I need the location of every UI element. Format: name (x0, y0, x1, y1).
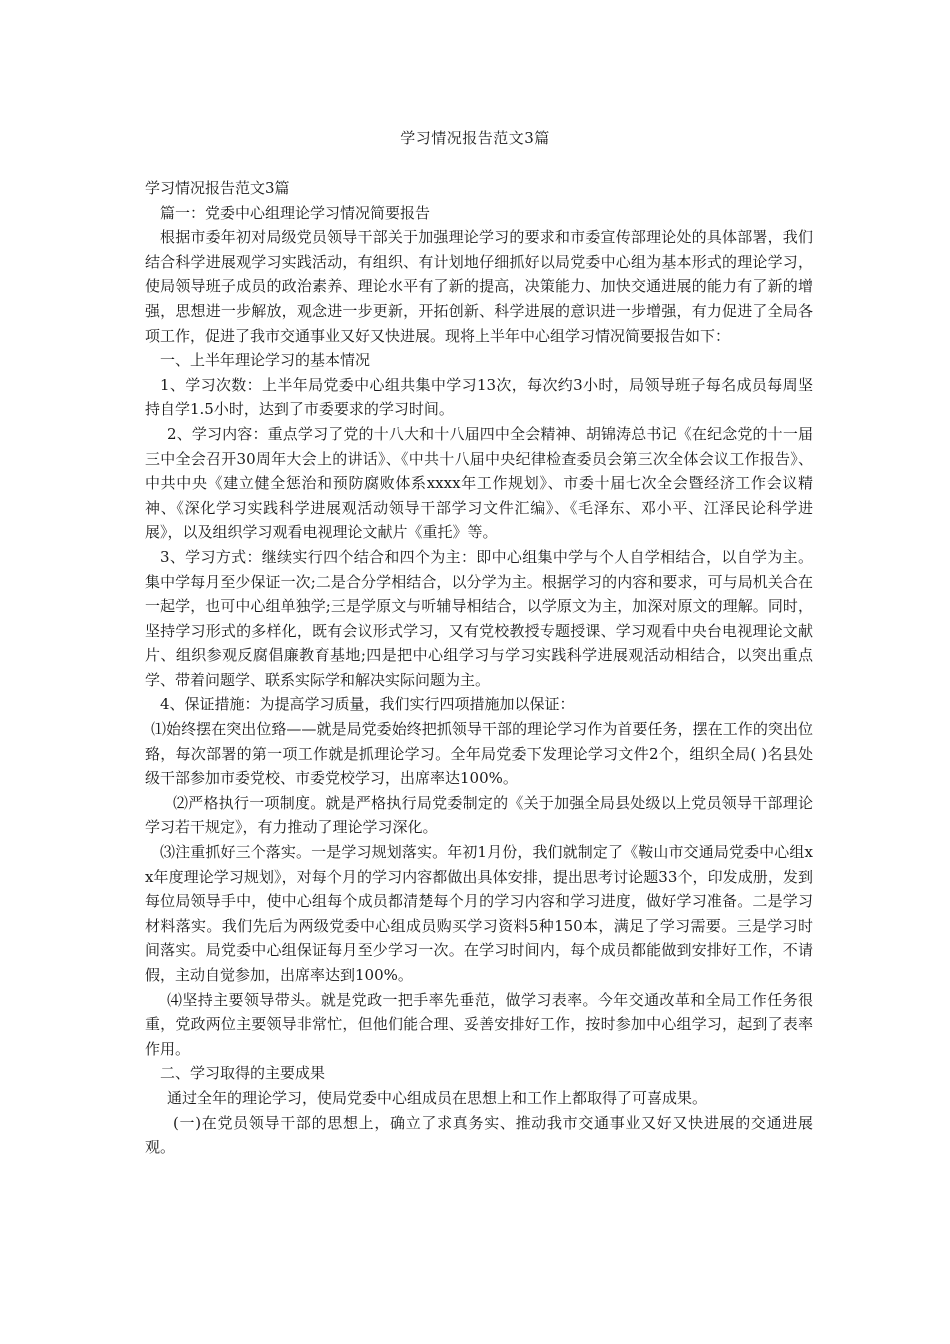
paragraph-result-1: (一)在党员领导干部的思想上，确立了求真务实、推动我市交通事业又好又快进展的交通进展观。 (145, 1113, 813, 1157)
paragraph-results-intro: 通过全年的理论学习，使局党委中心组成员在思想上和工作上都取得了可喜成果。 (167, 1088, 708, 1107)
document-body (145, 176, 813, 1160)
document-title: 学习情况报告范文3篇 (400, 129, 550, 147)
paragraph-part-one-title: 篇一：党委中心组理论学习情况简要报告 (160, 203, 431, 222)
paragraph-measure-2: ⑵严格执行一项制度。就是严格执行局党委制定的《关于加强全局县处级以上党员领导干部理论学习若干规定》，有力推动了理论学习深化。 (145, 793, 813, 837)
paragraph-measure-1: ⑴始终摆在突出位臵——就是局党委始终把抓领导干部的理论学习作为首要任务，摆在工作的突出位臵，每次部署的第一项工作就是抓理论学习。全年局党委下发理论学习文件2个，组织全局( )名县处级干部参加市委党校、市委党校学习，出席率达100%。 (145, 720, 813, 788)
paragraph-section-one: 一、上半年理论学习的基本情况 (160, 351, 371, 370)
paragraph-measure-3: ⑶注重抓好三个落实。一是学习规划落实。年初1月份，我们就制定了《鞍山市交通局党委中心组xx年度理论学习规划》，对每个月的学习内容都做出具体安排，提出思考讨论题33个，印发成册，发到每位局领导手中，使中心组每个成员都清楚每个月的学习内容和学习进度，做好学习准备。二是学习材料落实。我们先后为两级党委中心组成员购买学习资料5种150本，满足了学习需要。三是学习时间落实。局党委中心组保证每月至少学习一次。在学习时间内，每个成员都能做到安排好工作，不请假，主动自觉参加，出席率达到100%。 (145, 843, 813, 984)
paragraph-item-1: 1、学习次数：上半年局党委中心组共集中学习13次，每次约3小时，局领导班子每名成员每周坚持自学1.5小时，达到了市委要求的学习时间。 (145, 375, 813, 419)
paragraph-section-two: 二、学习取得的主要成果 (160, 1064, 326, 1083)
paragraph-heading: 学习情况报告范文3篇 (145, 179, 290, 197)
paragraph-item-3: 3、学习方式：继续实行四个结合和四个为主：即中心组集中学与个人自学相结合，以自学为主。集中学每月至少保证一次;二是合分学相结合，以分学为主。根据学习的内容和要求，可与局机关合在一起学，也可中心组单独学;三是学原文与听辅导相结合，以学原文为主，加深对原文的理解。同时，坚持学习形式的多样化，既有会议形式学习，又有党校教授专题授课、学习观看中央台电视理论文献片、组织参观反腐倡廉教育基地;四是把中心组学习与学习实践科学进展观活动相结合，以突出重点学、带着问题学、联系实际学和解决实际问题为主。 (145, 547, 813, 689)
paragraph-intro: 根据市委年初对局级党员领导干部关于加强理论学习的要求和市委宣传部理论处的具体部署，我们结合科学进展观学习实践活动，有组织、有计划地仔细抓好以局党委中心组为基本形式的理论学习，使局领导班子成员的政治素养、理论水平有了新的提高，决策能力、加快交通进展的能力有了新的增强，思想进一步解放，观念进一步更新，开拓创新、科学进展的意识进一步增强，有力促进了全局各项工作，促进了我市交通事业又好又快进展。现将上半年中心组学习情况简要报告如下： (145, 228, 813, 345)
paragraph-item-2: 2、学习内容：重点学习了党的十八大和十八届四中全会精神、胡锦涛总书记《在纪念党的十一届三中全会召开30周年大会上的讲话》、《中共十八届中央纪律检查委员会第三次全体会议工作报告》、中共中央《建立健全惩治和预防腐败体系xxxx年工作规划》、市委十届七次全会暨经济工作会议精神、《深化学习实践科学进展观活动领导干部学习文件汇编》、《毛泽东、邓小平、江泽民论科学进展》，以及组织学习观看电视理论文献片《重托》等。 (145, 424, 813, 542)
paragraph-item-4: 4、保证措施：为提高学习质量，我们实行四项措施加以保证： (160, 695, 575, 714)
paragraph-measure-4: ⑷坚持主要领导带头。就是党政一把手率先垂范，做学习表率。今年交通改革和全局工作任务很重，党政两位主要领导非常忙，但他们能合理、妥善安排好工作，按时参加中心组学习，起到了表率作用。 (145, 990, 813, 1058)
